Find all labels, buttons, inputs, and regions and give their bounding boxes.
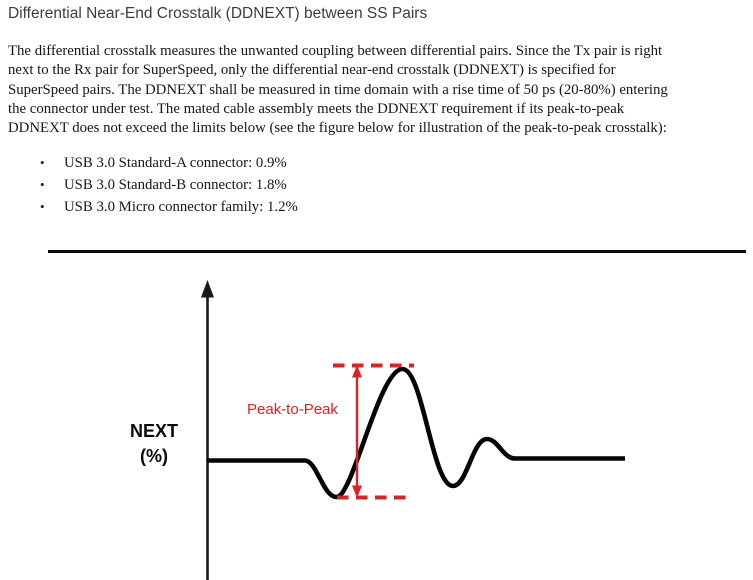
paragraph-line: next to the Rx pair for SuperSpeed, only the differential near-end crosstalk (DDNEXT) is specified for xyxy=(8,62,616,79)
y-axis-label-line1: NEXT xyxy=(129,421,178,441)
waveform-curve xyxy=(207,369,625,497)
list-item-text: USB 3.0 Standard-B connector: 1.8% xyxy=(64,177,287,193)
y-axis-label-line2: (%) xyxy=(140,446,168,466)
paragraph-line: DDNEXT does not exceed the limits below (see the figure below for illustration of the peak-to-peak crosstalk): xyxy=(8,120,667,137)
page-title: Differential Near-End Crosstalk (DDNEXT) between SS Pairs xyxy=(8,5,428,22)
y-axis-arrow-icon xyxy=(201,280,214,298)
list-item-text: USB 3.0 Standard-A connector: 0.9% xyxy=(64,155,287,171)
paragraph-line: SuperSpeed pairs. The DDNEXT shall be measured in time domain with a rise time of 50 ps (20-80%) entering xyxy=(8,81,668,98)
bullet-icon: • xyxy=(40,155,45,170)
peak-to-peak-label: Peak-to-Peak xyxy=(247,401,338,418)
bullet-icon: • xyxy=(40,199,45,214)
paragraph-line: the connector under test. The mated cable assembly meets the DDNEXT requirement if its peak-to-peak xyxy=(8,100,625,117)
paragraph-line: The differential crosstalk measures the unwanted coupling between differential pairs. Since the Tx pair is right xyxy=(8,43,663,59)
y-axis-label xyxy=(112,419,196,469)
bullet-icon: • xyxy=(40,177,45,192)
list-item-text: USB 3.0 Micro connector family: 1.2% xyxy=(64,199,298,215)
